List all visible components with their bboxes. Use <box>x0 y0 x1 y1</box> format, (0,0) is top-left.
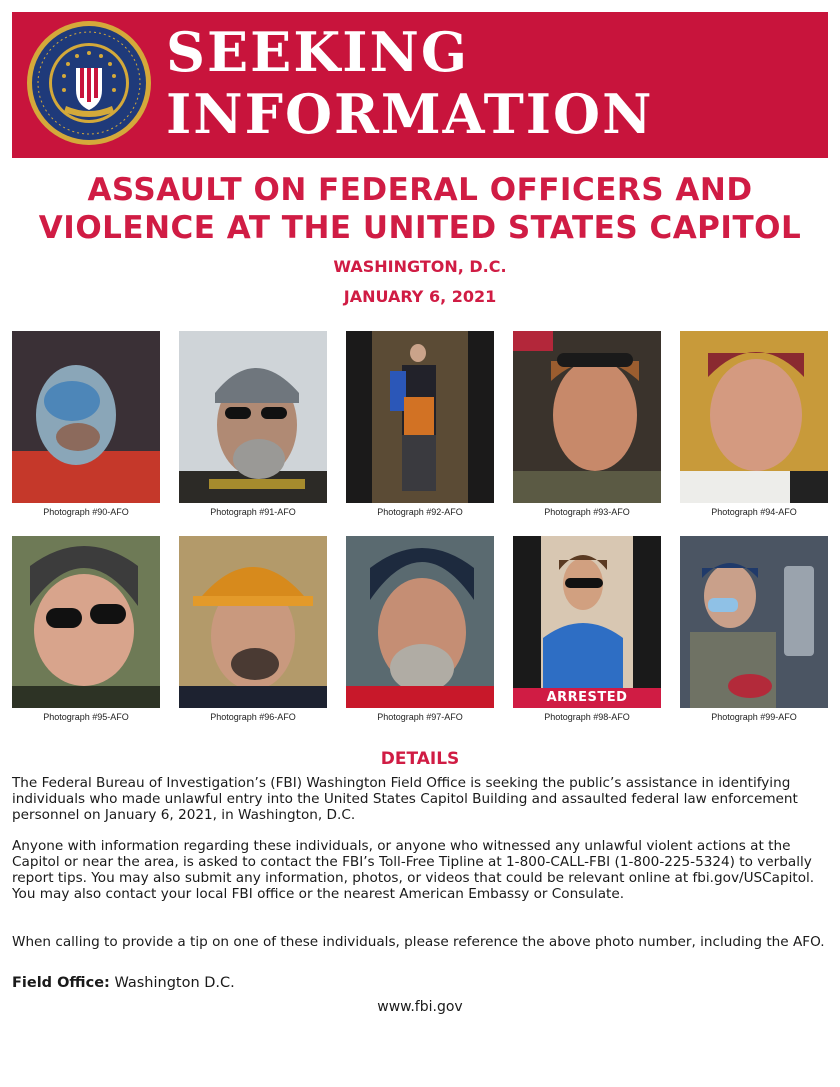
photo-caption: Photograph #98-AFO <box>544 712 630 722</box>
face-photo-icon <box>12 331 160 503</box>
face-photo-icon <box>346 536 494 708</box>
photo-96 <box>179 536 327 708</box>
banner-title-line1: SEEKING <box>166 20 469 84</box>
face-photo-icon <box>513 331 661 503</box>
details-paragraph-1: The Federal Bureau of Investigation’s (FBI) Washington Field Office is seeking the public’s assistance in identifying individuals who made unlawful entry into the United States Capitol Building and assaulted federal law enforcement personnel on January 6, 2021, in Washington, D.C. <box>12 775 798 823</box>
photo-caption: Photograph #93-AFO <box>544 507 630 517</box>
photo-caption: Photograph #95-AFO <box>43 712 129 722</box>
photo-92 <box>346 331 494 503</box>
photo-caption: Photograph #91-AFO <box>210 507 296 517</box>
photo-97 <box>346 536 494 708</box>
face-photo-icon <box>179 331 327 503</box>
location: WASHINGTON, D.C. <box>333 257 507 276</box>
photo-99 <box>680 536 828 708</box>
photo-90 <box>12 331 160 503</box>
field-office-label: Field Office: <box>12 975 110 991</box>
incident-date: JANUARY 6, 2021 <box>343 287 497 306</box>
photo-caption: Photograph #90-AFO <box>43 507 129 517</box>
face-photo-icon <box>513 536 661 708</box>
photo-91 <box>179 331 327 503</box>
field-office-value: Washington D.C. <box>114 975 235 991</box>
crowd-photo-icon <box>346 331 494 503</box>
details-paragraph-3: When calling to provide a tip on one of these individuals, please reference the above photo number, including the AFO. <box>12 934 825 950</box>
crowd-photo-icon <box>680 536 828 708</box>
photo-caption: Photograph #92-AFO <box>377 507 463 517</box>
banner-title-line2: INFORMATION <box>166 82 654 146</box>
headline-line2: VIOLENCE AT THE UNITED STATES CAPITOL <box>38 210 802 246</box>
photo-98 <box>513 536 661 708</box>
details-title: DETAILS <box>380 749 460 769</box>
photo-93 <box>513 331 661 503</box>
seeking-information-banner <box>12 12 828 158</box>
website-link[interactable]: www.fbi.gov <box>377 999 463 1015</box>
arrested-badge: ARRESTED <box>513 688 661 708</box>
photo-caption: Photograph #96-AFO <box>210 712 296 722</box>
field-office <box>12 975 235 991</box>
photo-94 <box>680 331 828 503</box>
photo-caption: Photograph #94-AFO <box>711 507 797 517</box>
headline-line1: ASSAULT ON FEDERAL OFFICERS AND <box>87 172 753 208</box>
photo-caption: Photograph #97-AFO <box>377 712 463 722</box>
photo-caption: Photograph #99-AFO <box>711 712 797 722</box>
face-photo-icon <box>680 331 828 503</box>
face-photo-icon <box>12 536 160 708</box>
details-paragraph-2: Anyone with information regarding these individuals, or anyone who witnessed any unlawful violent actions at the Capitol or near the area, is asked to contact the FBI’s Toll-Free Tipline at 1-800-CALL-FBI (1-800-225-5324) to verbally report tips. You may also submit any information, photos, or videos that could be relevant online at fbi.gov/USCapitol. You may also contact your local FBI office or the nearest American Embassy or Consulate. <box>12 838 815 902</box>
fbi-seal-icon <box>26 20 152 146</box>
face-photo-icon <box>179 536 327 708</box>
photo-95 <box>12 536 160 708</box>
